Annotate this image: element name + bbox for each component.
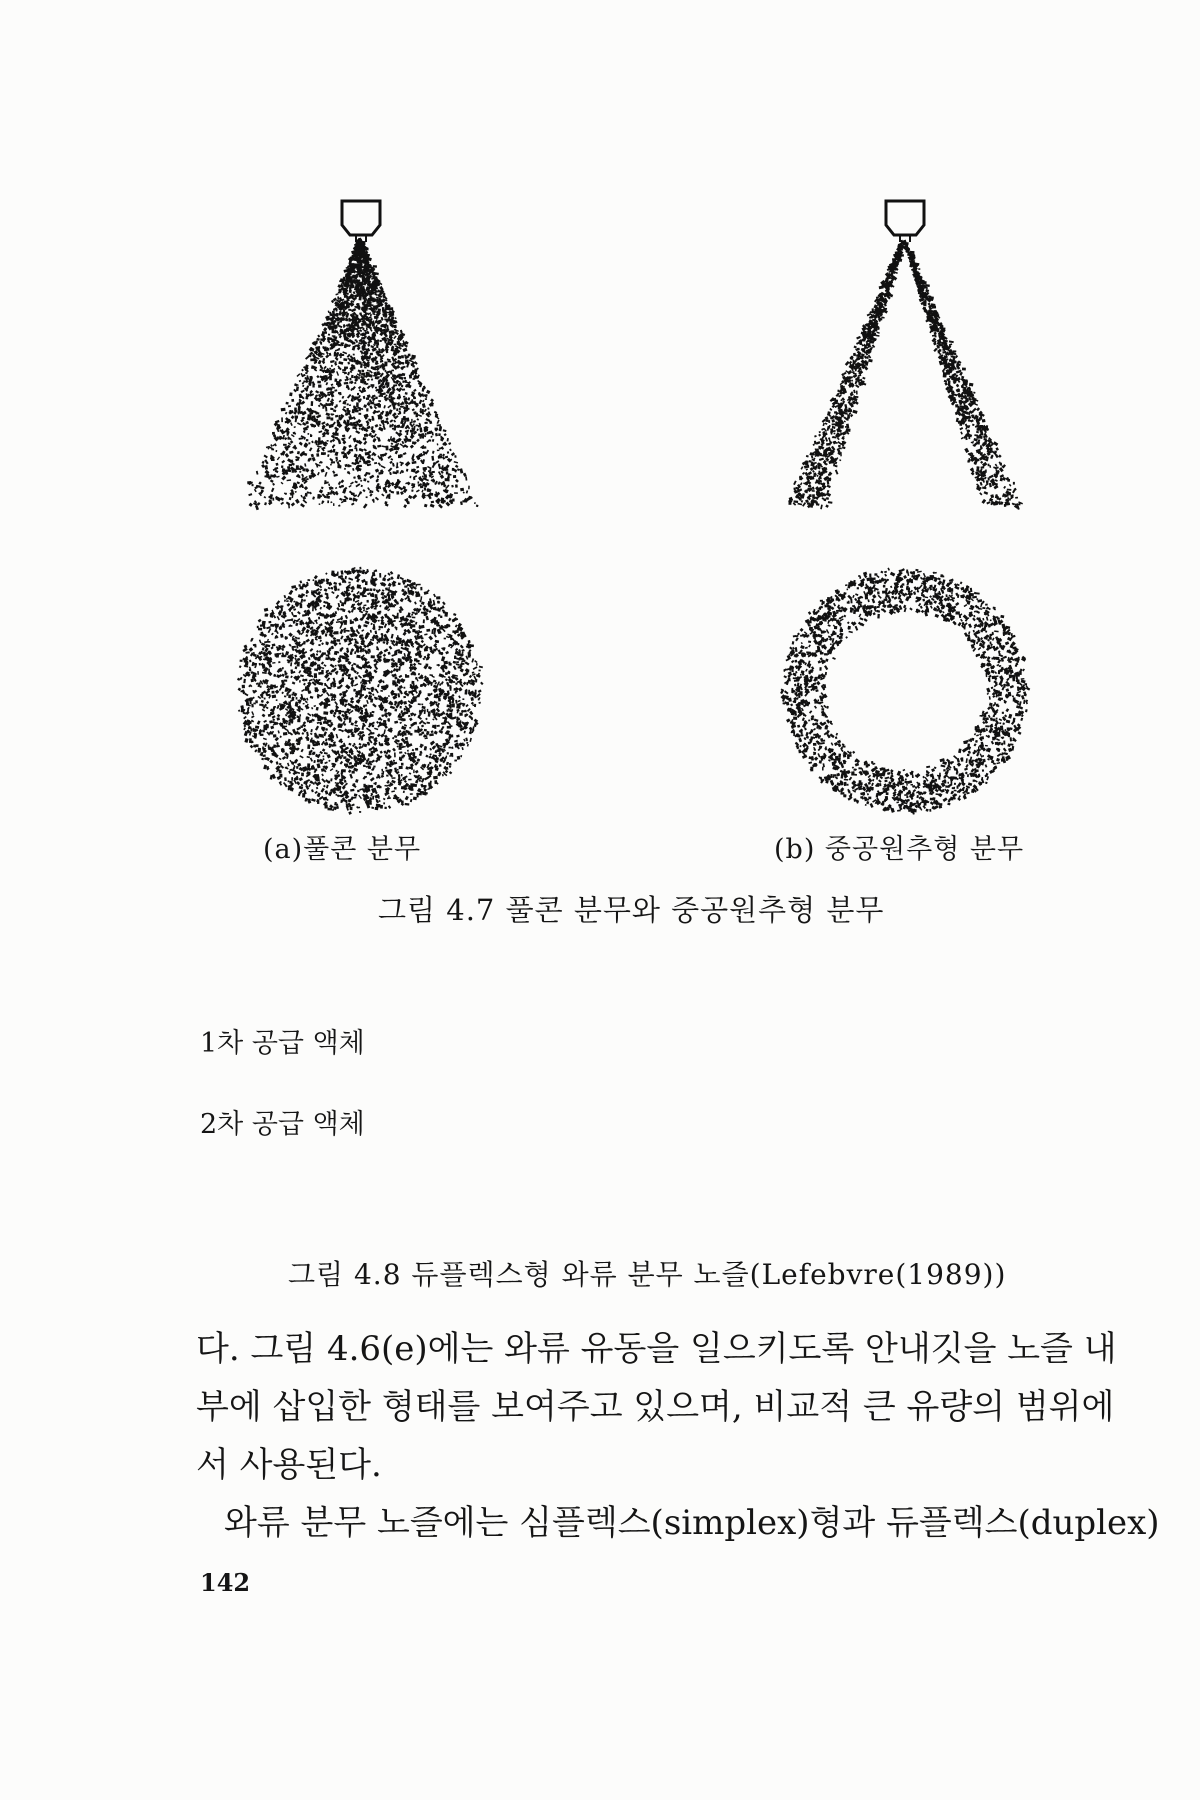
- body-line-1: 다. 그림 4.6(e)에는 와류 유동을 일으키도록 안내깃을 노즐 내: [196, 1329, 1117, 1369]
- full-cone-nozzle-icon: [342, 201, 380, 242]
- hollow-cone-spray-pattern: [788, 240, 1023, 510]
- figure-4-7-caption: 그림 4.7 풀콘 분무와 중공원추형 분무: [378, 893, 885, 927]
- body-line-4: 와류 분무 노즐에는 심플렉스(simplex)형과 듀플렉스(duplex): [224, 1503, 1160, 1543]
- body-line-3: 서 사용된다.: [196, 1445, 382, 1485]
- subcaption-hollow-cone: (b) 중공원추형 분무: [774, 834, 1025, 865]
- full-cone-cross-section: [237, 567, 484, 815]
- secondary-liquid-label: 2차 공급 액체: [200, 1109, 365, 1140]
- subcaption-full-cone: (a)풀콘 분무: [263, 834, 422, 865]
- hollow-cone-nozzle-icon: [886, 201, 924, 242]
- hollow-cone-cross-section: [780, 568, 1030, 815]
- full-cone-spray-pattern: [247, 238, 478, 511]
- page-number: 142: [200, 1568, 251, 1597]
- body-line-2: 부에 삽입한 형태를 보여주고 있으며, 비교적 큰 유량의 범위에: [196, 1387, 1115, 1427]
- figure-4-8-caption: 그림 4.8 듀플렉스형 와류 분무 노즐(Lefebvre(1989)): [288, 1258, 1007, 1291]
- primary-liquid-label: 1차 공급 액체: [200, 1028, 365, 1059]
